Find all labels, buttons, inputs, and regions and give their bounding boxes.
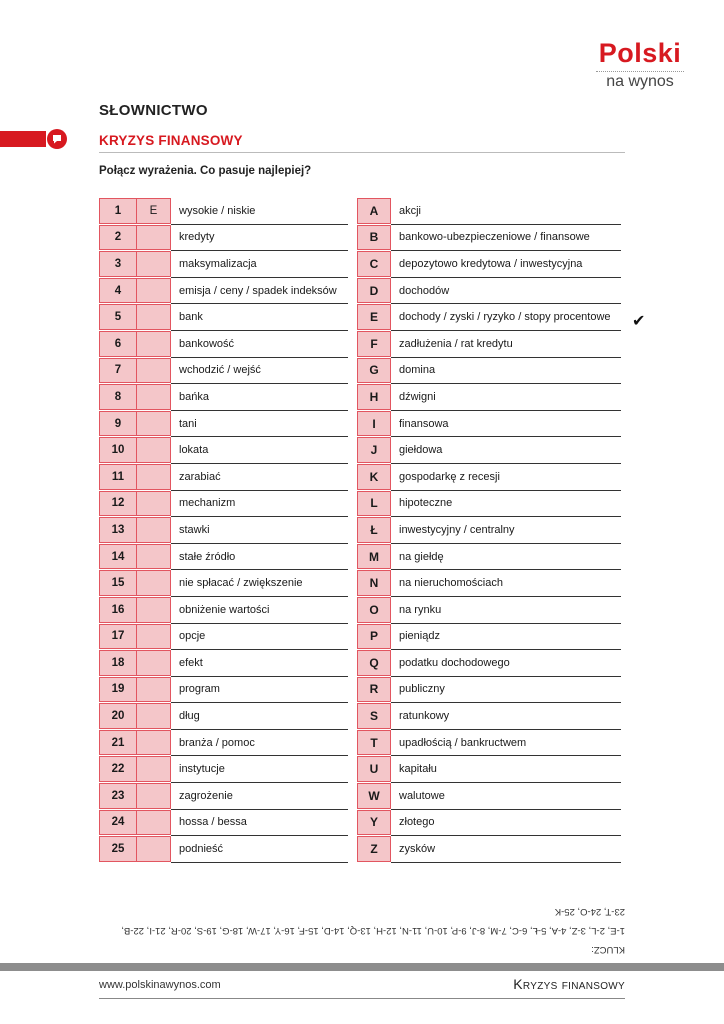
table-row xyxy=(357,278,621,305)
logo-subtext: na wynos xyxy=(606,73,674,90)
item-letter: F xyxy=(357,331,391,357)
item-letter: D xyxy=(357,278,391,304)
answer-field[interactable] xyxy=(137,570,171,596)
item-text: program xyxy=(171,677,348,704)
table-row xyxy=(99,836,348,863)
item-text: wysokie / niskie xyxy=(171,198,348,225)
table-row xyxy=(357,756,621,783)
answer-field[interactable] xyxy=(137,278,171,304)
table-row xyxy=(357,597,621,624)
answer-field[interactable] xyxy=(137,225,171,251)
table-row xyxy=(99,464,348,491)
item-number: 23 xyxy=(99,783,137,809)
item-text: lokata xyxy=(171,437,348,464)
item-number: 14 xyxy=(99,544,137,570)
item-text: wchodzić / wejść xyxy=(171,358,348,385)
table-row xyxy=(357,464,621,491)
item-text: ratunkowy xyxy=(391,703,621,730)
item-number: 16 xyxy=(99,597,137,623)
item-text: giełdowa xyxy=(391,437,621,464)
item-text: dochodów xyxy=(391,278,621,305)
item-text: dług xyxy=(171,703,348,730)
item-letter: H xyxy=(357,384,391,410)
item-number: 4 xyxy=(99,278,137,304)
item-text: depozytowo kredytowa / inwestycyjna xyxy=(391,251,621,278)
table-row xyxy=(357,411,621,438)
table-row xyxy=(99,358,348,385)
answer-field[interactable] xyxy=(137,730,171,756)
item-number: 2 xyxy=(99,225,137,251)
table-row xyxy=(357,517,621,544)
item-number: 11 xyxy=(99,464,137,490)
table-row xyxy=(99,437,348,464)
item-letter: A xyxy=(357,198,391,224)
topic-title: KRYZYS FINANSOWY xyxy=(99,133,243,148)
answer-field[interactable] xyxy=(137,597,171,623)
table-row xyxy=(99,225,348,252)
table-row xyxy=(99,517,348,544)
item-letter: Q xyxy=(357,650,391,676)
item-letter: O xyxy=(357,597,391,623)
table-row xyxy=(357,358,621,385)
item-text: bańka xyxy=(171,384,348,411)
table-row xyxy=(99,783,348,810)
answer-field[interactable] xyxy=(137,491,171,517)
answer-field[interactable] xyxy=(137,756,171,782)
item-text: emisja / ceny / spadek indeksów xyxy=(171,278,348,305)
item-text: finansowa xyxy=(391,411,621,438)
item-letter: S xyxy=(357,703,391,729)
item-letter: G xyxy=(357,358,391,384)
answer-field[interactable] xyxy=(137,331,171,357)
item-text: na giełdę xyxy=(391,544,621,571)
item-number: 5 xyxy=(99,304,137,330)
item-number: 24 xyxy=(99,810,137,836)
answer-field[interactable] xyxy=(137,517,171,543)
answer-field[interactable] xyxy=(137,544,171,570)
item-text: podatku dochodowego xyxy=(391,650,621,677)
item-letter: K xyxy=(357,464,391,490)
right-table xyxy=(357,198,621,863)
table-row xyxy=(99,677,348,704)
table-row xyxy=(357,304,621,331)
table-row xyxy=(357,810,621,837)
left-table xyxy=(99,198,348,863)
table-row xyxy=(99,570,348,597)
answer-field[interactable] xyxy=(137,810,171,836)
item-number: 25 xyxy=(99,836,137,862)
item-number: 12 xyxy=(99,491,137,517)
item-text: gospodarkę z recesji xyxy=(391,464,621,491)
item-number: 6 xyxy=(99,331,137,357)
item-number: 22 xyxy=(99,756,137,782)
footer-url: www.polskinawynos.com xyxy=(99,979,221,991)
item-text: pieniądz xyxy=(391,624,621,651)
table-row xyxy=(99,756,348,783)
item-letter: M xyxy=(357,544,391,570)
item-letter: P xyxy=(357,624,391,650)
answer-field[interactable] xyxy=(137,304,171,330)
answer-key xyxy=(99,902,625,959)
answer-field[interactable] xyxy=(137,384,171,410)
answer-field[interactable] xyxy=(137,836,171,862)
item-letter: J xyxy=(357,437,391,463)
answer-field[interactable] xyxy=(137,703,171,729)
answer-field[interactable] xyxy=(137,677,171,703)
item-text: instytucje xyxy=(171,756,348,783)
item-letter: B xyxy=(357,225,391,251)
answer-field[interactable] xyxy=(137,783,171,809)
item-text: nie spłacać / zwiększenie xyxy=(171,570,348,597)
item-letter: E xyxy=(357,304,391,330)
item-text: złotego xyxy=(391,810,621,837)
table-row xyxy=(357,836,621,863)
item-text: kredyty xyxy=(171,225,348,252)
topic-divider xyxy=(99,152,625,153)
item-text: akcji xyxy=(391,198,621,225)
item-letter: Ł xyxy=(357,517,391,543)
item-number: 13 xyxy=(99,517,137,543)
item-text: upadłością / bankructwem xyxy=(391,730,621,757)
item-number: 8 xyxy=(99,384,137,410)
item-letter: T xyxy=(357,730,391,756)
item-text: opcje xyxy=(171,624,348,651)
table-row xyxy=(357,544,621,571)
item-text: na rynku xyxy=(391,597,621,624)
table-row xyxy=(357,570,621,597)
table-row xyxy=(99,411,348,438)
item-number: 9 xyxy=(99,411,137,437)
answer-key-line1: 1-E, 2-L, 3-Z, 4-A, 5-Ł, 6-C, 7-M, 8-J, 9-P, 10-U, 11-N, 12-H, 13-Q, 14-D, 15-F, 16-Y, 17-W, 18-G, 19-S, 20-R, 21-I, 22-B, xyxy=(121,925,625,936)
logo-text: Polski xyxy=(598,38,682,68)
item-text: bank xyxy=(171,304,348,331)
item-letter: L xyxy=(357,491,391,517)
table-row xyxy=(99,650,348,677)
table-row xyxy=(99,703,348,730)
check-mark-icon: ✔ xyxy=(632,313,646,330)
item-letter: N xyxy=(357,570,391,596)
table-row xyxy=(357,677,621,704)
table-row xyxy=(99,810,348,837)
footer-band xyxy=(0,963,724,971)
item-text: branża / pomoc xyxy=(171,730,348,757)
item-text: na nieruchomościach xyxy=(391,570,621,597)
item-text: mechanizm xyxy=(171,491,348,518)
item-text: kapitału xyxy=(391,756,621,783)
answer-key-line2: 23-T, 24-O, 25-K xyxy=(554,906,625,917)
item-letter: U xyxy=(357,756,391,782)
logo xyxy=(590,38,690,91)
item-text: domina xyxy=(391,358,621,385)
item-number: 1 xyxy=(99,198,137,224)
table-row xyxy=(357,225,621,252)
item-text: zagrożenie xyxy=(171,783,348,810)
item-text: zadłużenia / rat kredytu xyxy=(391,331,621,358)
table-row xyxy=(99,544,348,571)
item-text: hipoteczne xyxy=(391,491,621,518)
item-text: bankowość xyxy=(171,331,348,358)
item-letter: Y xyxy=(357,810,391,836)
item-text: walutowe xyxy=(391,783,621,810)
table-row xyxy=(357,703,621,730)
item-text: zarabiać xyxy=(171,464,348,491)
item-number: 20 xyxy=(99,703,137,729)
answer-field[interactable]: E xyxy=(137,198,171,224)
item-number: 17 xyxy=(99,624,137,650)
answer-field[interactable] xyxy=(137,358,171,384)
answer-field[interactable] xyxy=(137,437,171,463)
item-text: efekt xyxy=(171,650,348,677)
item-number: 21 xyxy=(99,730,137,756)
item-number: 3 xyxy=(99,251,137,277)
answer-field[interactable] xyxy=(137,251,171,277)
instruction: Połącz wyrażenia. Co pasuje najlepiej? xyxy=(99,165,312,177)
topic-bar xyxy=(0,131,46,147)
table-row xyxy=(99,491,348,518)
item-text: obniżenie wartości xyxy=(171,597,348,624)
item-letter: W xyxy=(357,783,391,809)
answer-key-label: KLUCZ: xyxy=(591,944,625,955)
item-letter: C xyxy=(357,251,391,277)
item-text: bankowo-ubezpieczeniowe / finansowe xyxy=(391,225,621,252)
item-letter: R xyxy=(357,677,391,703)
answer-field[interactable] xyxy=(137,411,171,437)
table-row xyxy=(357,437,621,464)
item-text: stawki xyxy=(171,517,348,544)
table-row xyxy=(99,331,348,358)
answer-field[interactable] xyxy=(137,464,171,490)
table-row xyxy=(99,730,348,757)
item-number: 18 xyxy=(99,650,137,676)
item-text: maksymalizacja xyxy=(171,251,348,278)
table-row xyxy=(357,198,621,225)
item-text: dźwigni xyxy=(391,384,621,411)
table-row xyxy=(357,650,621,677)
speech-bubble-icon xyxy=(47,129,67,149)
item-text: zysków xyxy=(391,836,621,863)
table-row xyxy=(99,304,348,331)
item-text: stałe źródło xyxy=(171,544,348,571)
item-text: dochody / zyski / ryzyko / stopy procentowe xyxy=(391,304,621,331)
item-number: 7 xyxy=(99,358,137,384)
item-text: podnieść xyxy=(171,836,348,863)
table-row xyxy=(99,198,348,225)
footer-divider xyxy=(99,998,625,999)
table-row xyxy=(99,278,348,305)
table-row xyxy=(99,624,348,651)
item-text: tani xyxy=(171,411,348,438)
footer-title: Kryzys finansowy xyxy=(513,976,625,992)
table-row xyxy=(357,251,621,278)
table-row xyxy=(99,251,348,278)
table-row xyxy=(357,384,621,411)
item-number: 10 xyxy=(99,437,137,463)
logo-divider xyxy=(596,71,684,72)
table-row xyxy=(357,331,621,358)
item-text: publiczny xyxy=(391,677,621,704)
item-text: inwestycyjny / centralny xyxy=(391,517,621,544)
table-row xyxy=(357,624,621,651)
item-number: 15 xyxy=(99,570,137,596)
answer-field[interactable] xyxy=(137,624,171,650)
item-letter: Z xyxy=(357,836,391,862)
table-row xyxy=(99,384,348,411)
table-row xyxy=(357,491,621,518)
item-number: 19 xyxy=(99,677,137,703)
section-heading: SŁOWNICTWO xyxy=(99,102,208,119)
item-letter: I xyxy=(357,411,391,437)
table-row xyxy=(357,783,621,810)
table-row xyxy=(357,730,621,757)
answer-field[interactable] xyxy=(137,650,171,676)
item-text: hossa / bessa xyxy=(171,810,348,837)
table-row xyxy=(99,597,348,624)
